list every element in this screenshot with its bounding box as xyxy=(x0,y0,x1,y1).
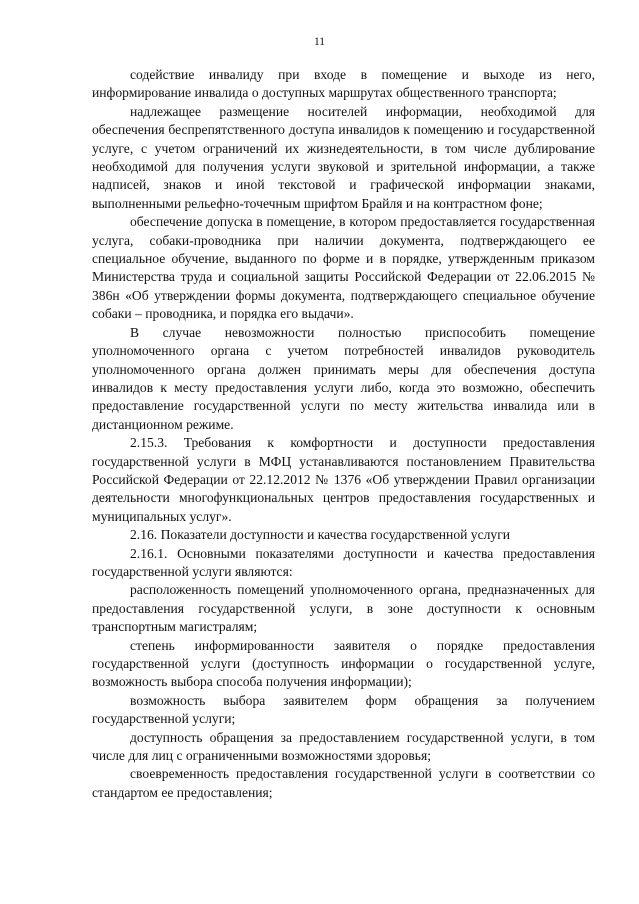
paragraph-informedness: степень информированности заявителя о порядке предоставления государственной услуги (доступность информации о государственной услуге, возможность выбора способа получения информации); xyxy=(92,637,595,690)
paragraph-location: расположенность помещений уполномоченного органа, предназначенных для предоставления государственной услуги, в зоне доступности к основным транспортным магистралям; xyxy=(92,582,595,635)
paragraph-2-15-3: 2.15.3. Требования к комфортности и доступности предоставления государственной услуги в МФЦ устанавливаются постановлением Правительства Российской Федерации от 22.12.2012 № 1376 «Об утверждении Правил организации деятельности многофункциональных центров предоставления государственных и муниципальных услуг». xyxy=(92,435,595,524)
paragraph-timeliness: своевременность предоставления государственной услуги в соответствии со стандартом ее предоставления; xyxy=(92,766,595,800)
paragraph-form-choice: возможность выбора заявителем форм обращения за получением государственной услуги; xyxy=(92,692,595,727)
page-number: 11 xyxy=(313,36,326,48)
paragraph-2-16-1: 2.16.1. Основными показателями доступности и качества предоставления государственной услуги являются: xyxy=(92,545,595,579)
paragraph-information-carriers: надлежащее размещение носителей информации, необходимой для обеспечения беспрепятственного доступа инвалидов к помещению и государственной услуге, с учетом ограничений их жизнедеятельности, в том числе дублирование необходимой для получения услуги звуковой и зрительной информации, а также надписей, знаков и иной текстовой и графической информации знаками, выполненными рельефно-точечным шрифтом Брайля и на контрастном фоне; xyxy=(92,103,595,211)
paragraph-impossibility-adaptation: В случае невозможности полностью приспособить помещение уполномоченного органа с учетом потребностей инвалидов руководитель уполномоченного органа должен принимать меры для обеспечения доступа инвалидов к месту предоставления услуги либо, когда это возможно, обеспечить предоставление государственной услуги по месту жительства инвалида или в дистанционном режиме. xyxy=(92,324,595,432)
document-body xyxy=(92,66,595,802)
paragraph-accessibility: доступность обращения за предоставлением государственной услуги, в том числе для лиц с ограниченными возможностями здоровья; xyxy=(92,729,595,764)
paragraph-assistance-entry: содействие инвалиду при входе в помещение и выходе из него, информирование инвалида о доступных маршрутах общественного транспорта; xyxy=(92,67,595,101)
paragraph-guide-dog-access: обеспечение допуска в помещение, в котором предоставляется государственная услуга, собаки-проводника при наличии документа, подтверждающего ее специальное обучение, выданного по форме и в порядке, утвержденным приказом Министерства труда и социальной защиты Российской Федерации от 22.06.2015 № 386н «Об утверждении формы документа, подтверждающего специальное обучение собаки – проводника, и порядка его выдачи». xyxy=(92,214,595,322)
heading-2-16: 2.16. Показатели доступности и качества государственной услуги xyxy=(130,527,511,543)
